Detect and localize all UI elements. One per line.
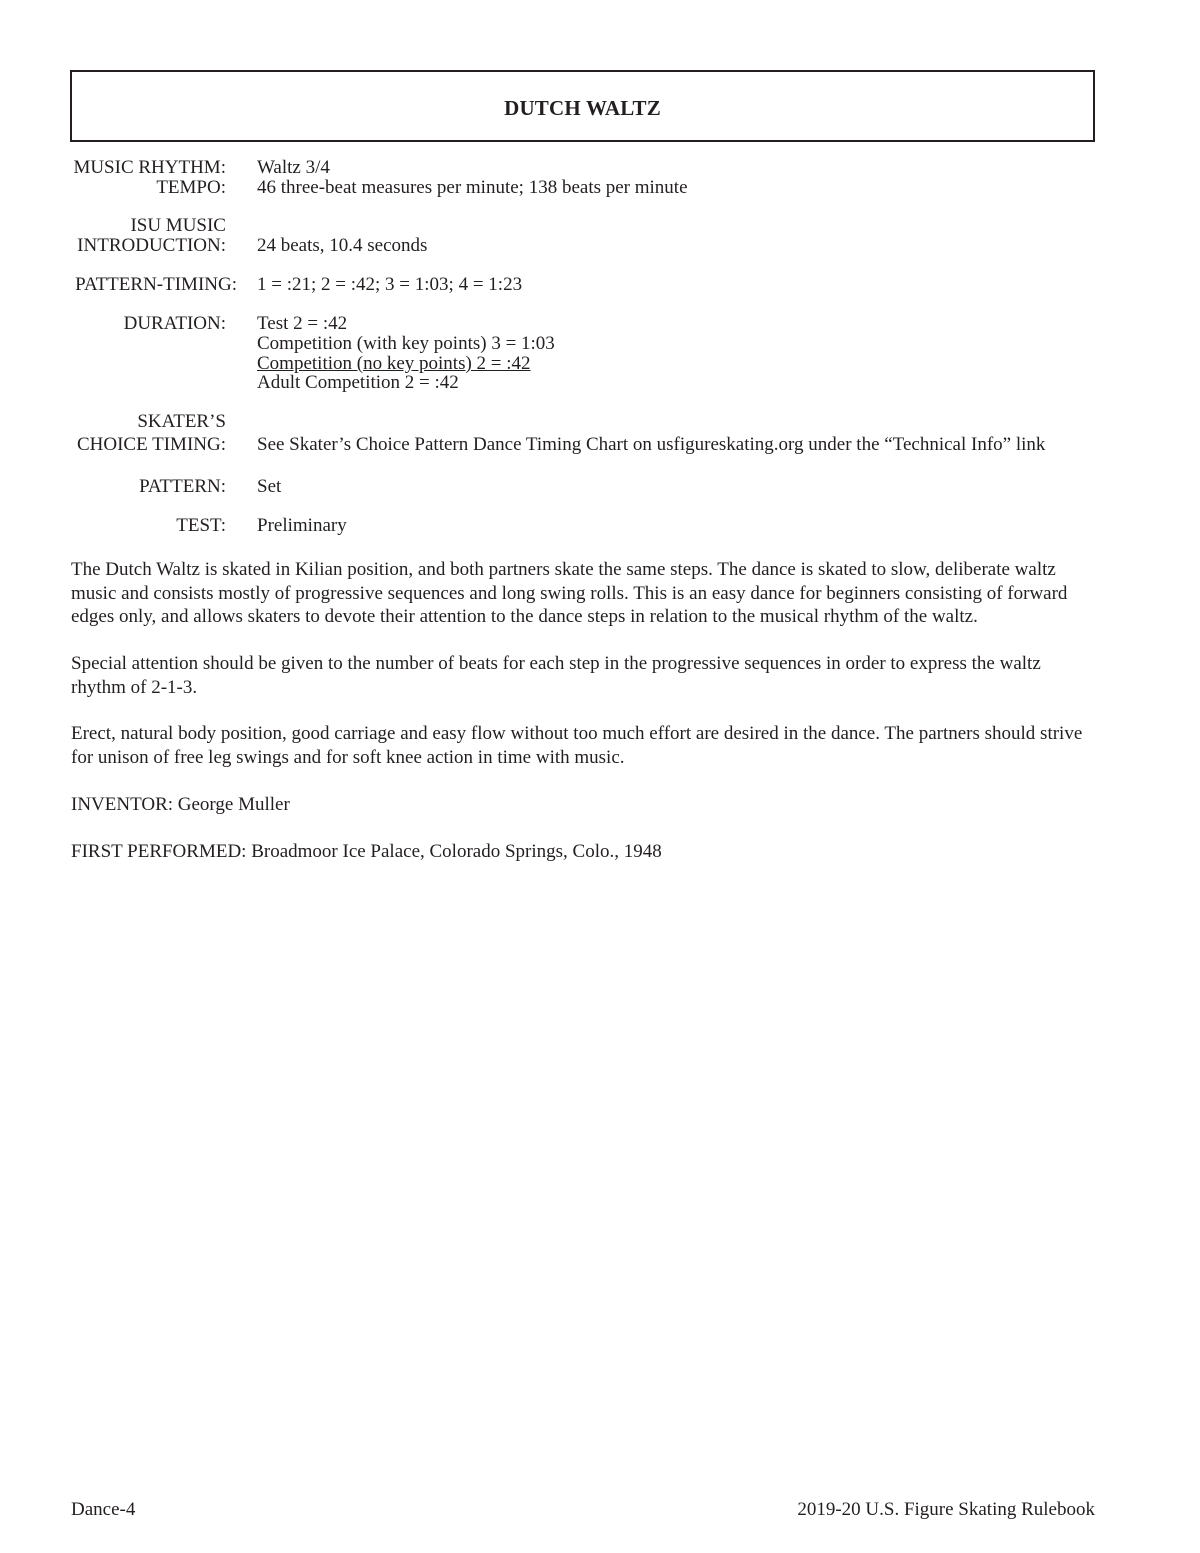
- duration-line: Competition (with key points) 3 = 1:03: [257, 333, 555, 354]
- duration-line: Competition (no key points) 2 = :42: [257, 353, 531, 374]
- duration-line: Adult Competition 2 = :42: [257, 372, 459, 393]
- tempo-value: 46 three-beat measures per minute; 138 beats per minute: [257, 177, 688, 198]
- title-box: [70, 70, 1095, 142]
- skaters-choice-label-line1: SKATER’S: [137, 411, 226, 432]
- music-rhythm-value: Waltz 3/4: [257, 157, 330, 178]
- pattern-timing-label: PATTERN-TIMING:: [75, 274, 237, 295]
- skaters-choice-value: See Skater’s Choice Pattern Dance Timing Chart on usfigureskating.org under the “Technical Info” link: [257, 434, 1046, 455]
- first-performed-line: FIRST PERFORMED: Broadmoor Ice Palace, Colorado Springs, Colo., 1948: [71, 841, 662, 862]
- footer-publication: 2019-20 U.S. Figure Skating Rulebook: [797, 1499, 1095, 1520]
- music-rhythm-label: MUSIC RHYTHM:: [73, 157, 226, 178]
- isu-music-label-line1: ISU MUSIC: [130, 215, 226, 236]
- test-value: Preliminary: [257, 515, 347, 536]
- paragraph: The Dutch Waltz is skated in Kilian position, and both partners skate the same steps. The dance is skated to slow, deliberate waltz music and consists mostly of progressive sequences and long swing rolls. This is an easy dance for beginners consisting of forward edges only, and allows skaters to devote their attention to the dance steps in relation to the musical rhythm of the waltz.: [71, 559, 1068, 627]
- pattern-label: PATTERN:: [139, 476, 226, 497]
- inventor-line: INVENTOR: George Muller: [71, 794, 290, 815]
- duration-line: Test 2 = :42: [257, 313, 348, 334]
- isu-music-value: 24 beats, 10.4 seconds: [257, 235, 428, 256]
- pattern-timing-value: 1 = :21; 2 = :42; 3 = 1:03; 4 = 1:23: [257, 274, 523, 295]
- paragraph: Special attention should be given to the number of beats for each step in the progressive sequences in order to express the waltz rhythm of 2-1-3.: [71, 653, 1041, 698]
- skaters-choice-label-line2: CHOICE TIMING:: [76, 434, 226, 455]
- isu-music-label-line2: INTRODUCTION:: [77, 235, 226, 256]
- paragraph: Erect, natural body position, good carriage and easy flow without too much effort are desired in the dance. The partners should strive for unison of free leg swings and for soft knee action in time with music.: [71, 723, 1083, 768]
- test-label: TEST:: [176, 515, 226, 536]
- footer-page-number: Dance-4: [71, 1499, 136, 1520]
- duration-label: DURATION:: [123, 313, 226, 334]
- tempo-label: TEMPO:: [156, 177, 226, 198]
- pattern-value: Set: [257, 476, 282, 497]
- page-title: DUTCH WALTZ: [504, 96, 661, 120]
